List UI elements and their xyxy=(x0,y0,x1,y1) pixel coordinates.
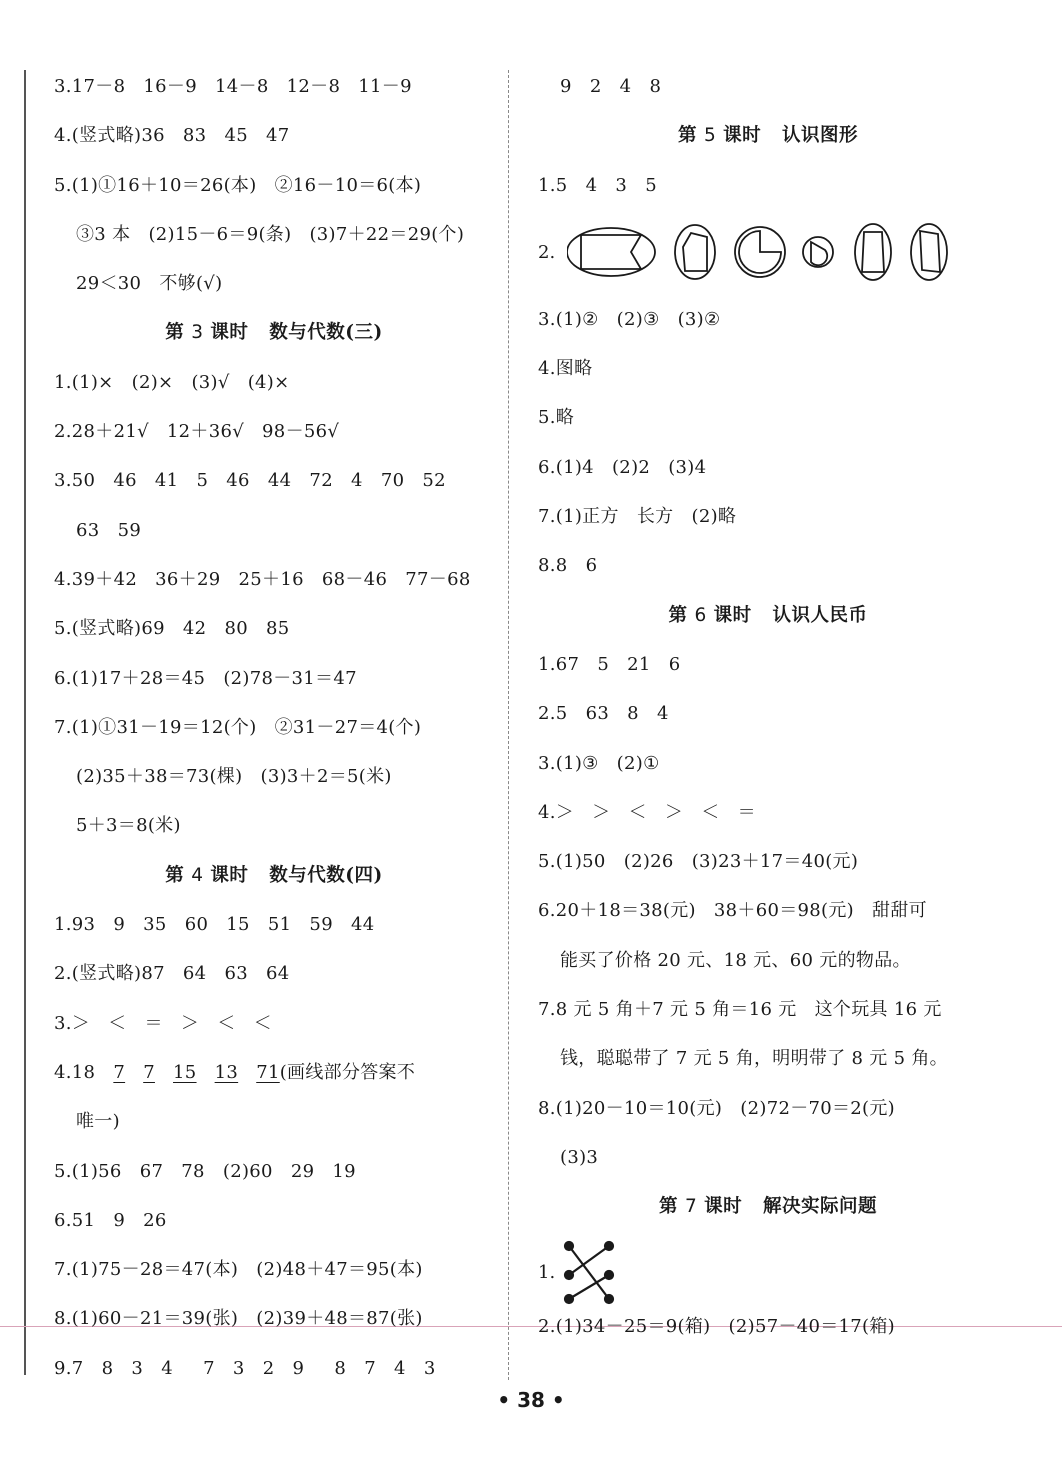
answer-text xyxy=(155,1062,173,1083)
answer-text xyxy=(238,1062,256,1083)
answer-line: 4.39＋42 36＋29 25＋16 68－46 77－68 xyxy=(54,568,471,590)
answer-line: 3.17－8 16－9 14－8 12－8 11－9 xyxy=(54,76,412,97)
matching-figure-line xyxy=(538,1238,998,1308)
answer-line: 1.(1)× (2)× (3)√ (4)× xyxy=(54,371,290,393)
answer-line: ③3 本 (2)15－6＝9(条) (3)7＋22＝29(个) xyxy=(76,223,465,245)
heading-prefix: 第 xyxy=(165,864,192,886)
answer-line: 7.(1)75－28＝47(本) (2)48＋47＝95(本) xyxy=(54,1259,423,1281)
heading-prefix: 第 xyxy=(678,125,704,147)
answer-line: 63 59 xyxy=(76,519,142,541)
answer-line: 6.(1)4 (2)2 (3)4 xyxy=(538,456,707,478)
answer-line: 1.5 4 3 5 xyxy=(538,174,657,196)
answer-line: 2.(竖式略)87 64 63 64 xyxy=(54,963,290,985)
heading-number: 5 xyxy=(703,125,717,147)
answer-text xyxy=(125,1062,143,1083)
answer-line: 1.67 5 21 6 xyxy=(538,653,681,675)
heading-title: 课时 认识人民币 xyxy=(706,604,868,626)
left-column xyxy=(54,62,494,1393)
section-heading xyxy=(538,111,998,160)
left-margin-rule xyxy=(24,70,26,1375)
circle-pentagon-shape xyxy=(675,225,715,279)
section-heading xyxy=(54,851,494,900)
page-number: • 38 • xyxy=(497,1388,565,1412)
column-divider xyxy=(508,70,509,1380)
answer-line: 8.(1)20－10＝10(元) (2)72－70＝2(元) xyxy=(538,1097,895,1119)
answer-line: 钱，聪聪带了 7 元 5 角，明明带了 8 元 5 角。 xyxy=(560,1048,948,1070)
right-column xyxy=(538,62,998,1351)
right-bottom-block xyxy=(538,1302,998,1351)
answer-line: 6.51 9 26 xyxy=(54,1209,167,1231)
answer-line: 3.(1)③ (2)① xyxy=(538,752,660,774)
answer-line: 5.(1)①16＋10＝26(本) ②16－10＝6(本) xyxy=(54,174,422,196)
answer-line: 能买了价格 20 元、18 元、60 元的物品。 xyxy=(560,949,911,971)
shapes-question-number: 2. xyxy=(538,241,556,263)
answer-line: 8.(1)60－21＝39(张) (2)39＋48＝87(张) xyxy=(54,1308,423,1330)
answer-line: 1.93 9 35 60 15 51 59 44 xyxy=(54,914,375,936)
heading-title: 课时 数与代数(三) xyxy=(203,322,383,344)
answer-line: 5.(1)56 67 78 (2)60 29 19 xyxy=(54,1160,356,1182)
small-circle-sector-shape xyxy=(803,237,833,267)
heading-prefix: 第 xyxy=(165,322,192,344)
answer-line: 5.(竖式略)69 42 80 85 xyxy=(54,618,290,640)
answer-line: 5.(1)50 (2)26 (3)23＋17＝40(元) xyxy=(538,851,859,873)
answer-line: 4.图略 xyxy=(538,358,593,380)
answer-line: 3.＞ ＜ ＝ ＞ ＜ ＜ xyxy=(54,1012,272,1034)
answer-line: 4.＞ ＞ ＜ ＞ ＜ ＝ xyxy=(538,801,756,823)
underlined-answer: 7 xyxy=(143,1061,155,1083)
heading-number: 6 xyxy=(694,604,707,626)
answer-line: (3)3 xyxy=(560,1146,599,1168)
answer-line: 7.8 元 5 角＋7 元 5 角＝16 元 这个玩具 16 元 xyxy=(538,999,942,1021)
answer-line xyxy=(54,1048,494,1097)
answer-line: 5.略 xyxy=(538,407,575,429)
answer-line: 6.(1)17＋28＝45 (2)78－31＝47 xyxy=(54,667,357,689)
answer-text: (画线部分答案不 xyxy=(279,1061,416,1083)
answer-line: 3.50 46 41 5 46 44 72 4 70 52 xyxy=(54,470,446,492)
heading-number: 7 xyxy=(684,1196,698,1218)
answer-line: 5＋3＝8(米) xyxy=(76,815,181,837)
shapes-figure xyxy=(567,217,967,287)
answer-line: 9 2 4 8 xyxy=(560,76,662,97)
answer-line: 唯一) xyxy=(76,1111,120,1133)
right-top-block xyxy=(538,62,998,210)
answer-line: (2)35＋38＝73(棵) (3)3＋2＝5(米) xyxy=(76,766,392,788)
matching-question-number: 1. xyxy=(538,1262,556,1284)
underlined-answer: 13 xyxy=(214,1061,239,1083)
heading-title: 课时 认识图形 xyxy=(716,125,858,147)
answer-line: 7.(1)正方 长方 (2)略 xyxy=(538,506,737,528)
section-heading xyxy=(538,591,998,640)
answer-text: 4.18 xyxy=(54,1061,114,1083)
section-heading xyxy=(54,308,494,357)
answer-line: 6.20＋18＝38(元) 38＋60＝98(元) 甜甜可 xyxy=(538,900,927,922)
answer-line: 7.(1)①31－19＝12(个) ②31－27＝4(个) xyxy=(54,716,422,738)
heading-number: 3 xyxy=(191,322,204,344)
oval-trapezoid-shape xyxy=(855,224,891,280)
answer-line: 3.(1)② (2)③ (3)② xyxy=(538,308,721,330)
circle-sector-shape xyxy=(735,227,785,277)
answer-text xyxy=(197,1062,215,1083)
underlined-answer: 15 xyxy=(173,1061,197,1083)
ellipse-rect-shape xyxy=(567,228,655,276)
shapes-figure-line xyxy=(538,210,998,295)
answer-line: 29＜30 不够(√) xyxy=(76,273,223,295)
heading-title: 课时 解决实际问题 xyxy=(697,1196,877,1218)
section-heading xyxy=(538,1182,998,1231)
underlined-answer: 71 xyxy=(256,1061,280,1083)
answer-line: 2.5 63 8 4 xyxy=(538,703,669,725)
heading-prefix: 第 xyxy=(659,1196,685,1218)
heading-prefix: 第 xyxy=(668,604,695,626)
answer-line: 4.(竖式略)36 83 45 47 xyxy=(54,125,290,147)
answer-line: 2.(1)34－25＝9(箱) (2)57－40＝17(箱) xyxy=(538,1315,895,1337)
underlined-answer: 7 xyxy=(113,1061,126,1083)
heading-title: 课时 数与代数(四) xyxy=(203,864,383,886)
heading-number: 4 xyxy=(191,864,204,886)
oval-quadrilateral-shape xyxy=(911,224,947,280)
answer-line: 2.28＋21√ 12＋36√ 98－56√ xyxy=(54,421,340,443)
matching-figure xyxy=(559,1238,619,1308)
answer-line: 9.7 8 3 4 7 3 2 9 8 7 4 3 xyxy=(54,1357,436,1379)
answer-line: 8.8 6 xyxy=(538,555,598,577)
right-middle-block xyxy=(538,295,998,1232)
